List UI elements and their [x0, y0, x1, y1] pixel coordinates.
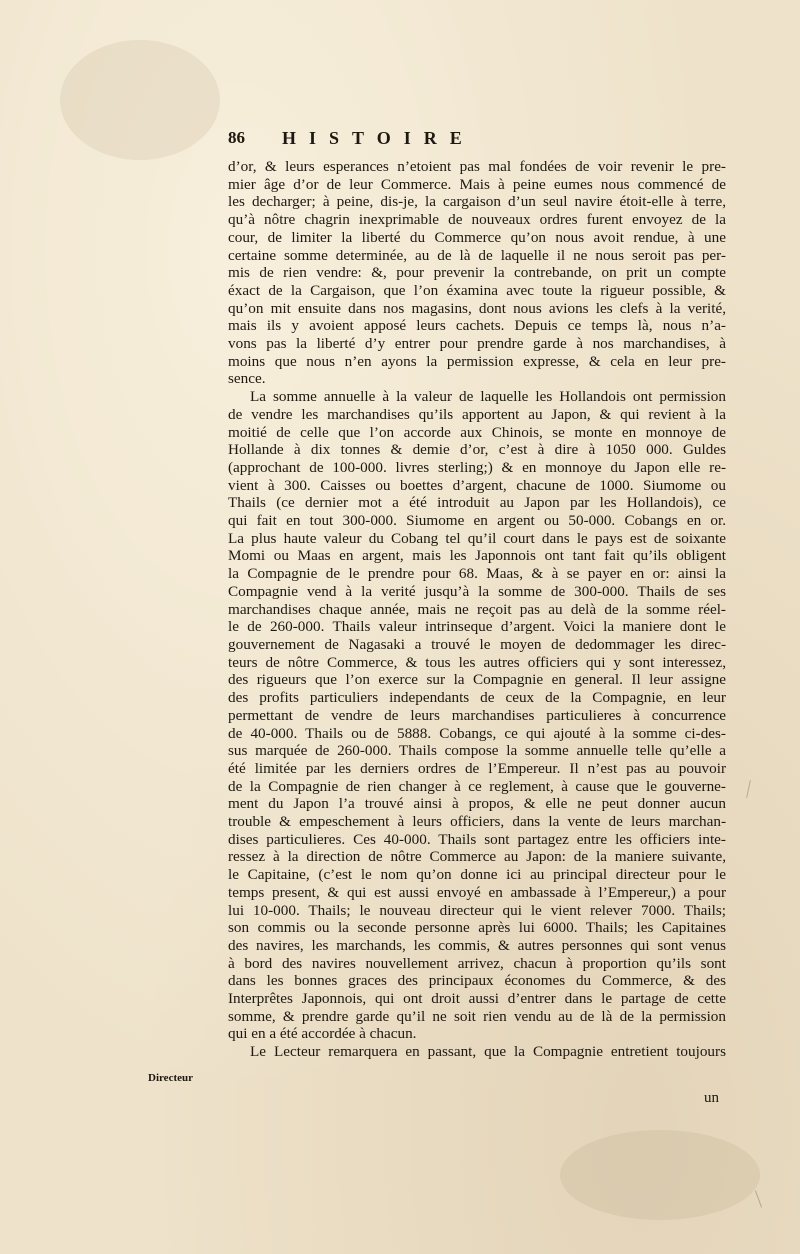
text-line: somme, & prendre garde qu’il ne soit rien vendu au de là de la permission — [228, 1007, 726, 1025]
text-line: La somme annuelle à la valeur de laquelle les Hollandois ont permission — [250, 388, 726, 406]
text-line: ressez à la direction de nôtre Commerce au Japon: de la maniere suivante, — [228, 848, 726, 866]
text-line: mis de rien vendre: &, pour prevenir la contrebande, on prit un compte — [228, 264, 726, 282]
body-text — [228, 158, 726, 1061]
text-line: temps present, & qui est aussi envoyé en ambassade à l’Empereur,) a pour — [228, 883, 726, 901]
text-line: teurs de nôtre Commerce, & tous les autres officiers qui y sont interessez, — [228, 653, 726, 671]
text-line: le Capitaine, (c’est le nom qu’on donne ici au principal directeur pour le — [228, 866, 726, 884]
page-header — [228, 128, 728, 152]
text-line: Le Lecteur remarquera en passant, que la Compagnie entretient toujours — [250, 1043, 726, 1061]
pencil-mark — [746, 780, 751, 798]
text-line: moins que nous n’en ayons la permission expresse, & cela en leur pre- — [228, 352, 726, 370]
text-line: vient à 300. Caisses ou boettes d’argent, chacune de 1000. Siumome ou — [228, 476, 726, 494]
text-line: (approchant de 100-000. livres sterling;) & en monnoye du Japon elle re- — [228, 458, 726, 476]
text-line: Compagnie vend à la verité jusqu’à la somme de 300-000. Thails de ses — [228, 582, 726, 600]
text-line: des profits particuliers independants de ceux de la Compagnie, en leur — [228, 689, 726, 707]
text-line: certaine somme determinée, au de là de laquelle il ne nous seroit pas per- — [228, 246, 726, 264]
text-line: gouvernement de Nagasaki a trouvé le moyen de dedommager les direc- — [228, 635, 726, 653]
text-line: été limitée par les derniers ordres de l’Empereur. Il n’est pas au pouvoir — [228, 759, 726, 777]
text-line: trouble & empeschement à leurs officiers, dans la vente de leurs marchan- — [228, 813, 726, 831]
text-line: la Compagnie de le prendre pour 68. Maas, & à se payer en or: ainsi la — [228, 565, 726, 583]
text-line: lui 10-000. Thails; le nouveau directeur qui le vient relever 7000. Thails; — [228, 901, 726, 919]
text-line: dans les bonnes graces des principaux économes du Commerce, & des — [228, 972, 726, 990]
text-line: éxact de la Cargaison, que l’on éxamina avec toute la rigueur possible, & — [228, 281, 726, 299]
text-line: d’or, & leurs esperances n’etoient pas mal fondées de voir revenir le pre- — [228, 158, 726, 175]
text-line: Momi ou Maas en argent, mais les Japonnois ont tant fait qu’ils obligent — [228, 547, 726, 565]
text-line: sence. — [228, 370, 266, 388]
text-line: La plus haute valeur du Cobang tel qu’il court dans le pays est de soixante — [228, 529, 726, 547]
text-line: permettant de vendre de leurs marchandises particulieres à concurrence — [228, 706, 726, 724]
text-line: moitié de celle que l’on accorde aux Chinois, se monte en monnoye de — [228, 423, 726, 441]
page-number: 86 — [228, 128, 245, 147]
text-line: mais ils y avoient apposé leurs cachets. Depuis ce temps là, nous n’a- — [228, 317, 726, 335]
text-line: de vendre les marchandises qu’ils apportent au Japon, & qui revient à la — [228, 405, 726, 423]
text-line: cour, de limiter la liberté du Commerce qu’on nous avoit rendue, à une — [228, 228, 726, 246]
text-line: dises particulieres. Ces 40-000. Thails sont partagez entre les officiers inte- — [228, 830, 726, 848]
text-line: son commis ou la seconde personne après lui 6000. Thails; les Capitaines — [228, 919, 726, 937]
text-line: le de 260-000. Thails valeur intrinseque d’argent. Voici la maniere dont le — [228, 618, 726, 636]
text-line: marchandises chaque année, mais ne reçoit pas au delà de la somme réel- — [228, 600, 726, 618]
text-line: ment du Japon l’a trouvé ainsi à propos, & elle ne peut donner aucun — [228, 795, 726, 813]
text-line: de la Compagnie de rien changer à ce reglement, à cause que le gouverne- — [228, 777, 726, 795]
text-line: qui en a été accordée à chacun. — [228, 1025, 417, 1043]
text-line: à bord des navires nouvellement arrivez, chacun à proportion qu’ils sont — [228, 954, 726, 972]
running-title: HISTOIRE — [282, 128, 475, 148]
paper-stain — [60, 40, 220, 160]
text-line: Thails (ce dernier mot a été introduit au Japon par les Hollandois), ce — [228, 494, 726, 512]
paper-stain — [560, 1130, 760, 1220]
pencil-mark — [755, 1190, 762, 1207]
text-line: des navires, les marchands, les commis, & autres personnes qui sont venus — [228, 936, 726, 954]
text-line: qu’on mit ensuite dans nos magasins, dont nous avions les clefs à la verité, — [228, 299, 726, 317]
text-line: des rigueurs que l’on exerce sur la Compagnie en general. Il leur assigne — [228, 671, 726, 689]
text-line: vons pas la liberté d’y entrer pour prendre garde à nos marchandises, à — [228, 335, 726, 353]
margin-note: Directeur — [148, 1072, 193, 1084]
text-line: qui fait en tout 300-000. Siumome en argent ou 50-000. Cobangs en or. — [228, 512, 726, 530]
text-line: de 40-000. Thails ou de 5888. Cobangs, ce qui ajouté à la somme ci-des- — [228, 724, 726, 742]
text-line: mier âge d’or de leur Commerce. Mais à peine eumes nous commencé de — [228, 175, 726, 193]
text-line: sus marquée de 260-000. Thails compose la somme annuelle telle qu’elle a — [228, 742, 726, 760]
text-line: qu’à nôtre chagrin inexprimable de nouveaux ordres furent envoyez de la — [228, 211, 726, 229]
catchword: un — [704, 1090, 719, 1106]
text-line: les decharger; à peine, dis-je, la cargaison d’un seul navire étoit-elle à terre, — [228, 193, 726, 211]
text-line: Interprêtes Japonnois, qui ont droit aussi d’entrer dans le partage de cette — [228, 990, 726, 1008]
text-line: Hollande à dix tonnes & demie d’or, c’est à dire à 1050 000. Guldes — [228, 441, 726, 459]
